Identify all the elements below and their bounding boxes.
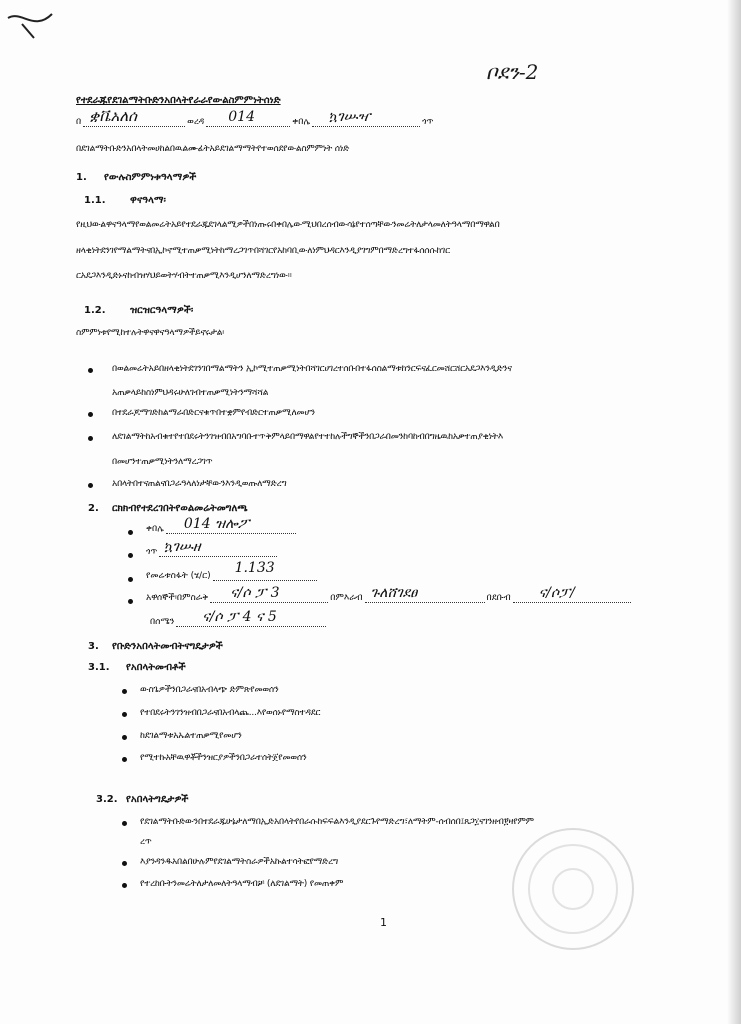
list-item: አበላትበተናጠልናበጋራዓላለነታቸውንእንዲወጡለማድረግ [112,479,287,489]
s2-area-value: 1.133 [234,560,275,576]
list-item: በወልመሬትአይበዘላቂነትደገንገበማልማትን ኢኮሚተጠቃሚነትበሻገርሀገረተሰቡበተፋሰስልማቱከንርፍናፈርመሸርሸርአደጋእንዲድንና [112,364,512,374]
bullet-dot [122,861,127,866]
woreda-label: ወረዳ [187,117,205,127]
woreda-field [206,109,290,127]
s2-got-label: ጎጥ [146,547,158,557]
page-number: 1 [380,916,387,929]
s2-west-label: በምእራብ [330,593,363,603]
list-item: ለደገልማትከአብቁተየተበደሩትንገዝብበአግባቡተጥቅምላይበማዋልየተተከሉችግኞችንበጋራበመንከባከብበግዜዉከአቃተጠያቂነትእ [112,432,504,442]
section1-1-line-3: ርአደጋእንዲድኑናከብዝሃህይወትሃብትተጠቃሚእንዲሆንለማድረግነው። [76,271,292,281]
bullet-dot [122,735,127,740]
s2-kebele-label: ቀበሌ [146,524,164,534]
list-item: ውስጌዎችንበጋራናበአብላጭ ድምጽየመወሰን [140,685,279,695]
corner-scribble-mark [4,4,64,44]
bullet-dot [88,368,93,373]
section3-1-number: 3.1. [88,662,110,673]
s2-kebele-field [166,516,296,534]
s2-south-label: በደቡብ [486,593,511,603]
bullet-dot [122,712,127,717]
bullet-dot [88,483,93,488]
section1-number: 1. [76,172,87,183]
s2-got-value: ኳገሡዘ [163,539,201,555]
bullet-dot [128,577,133,582]
party-line [76,107,434,127]
bullet-dot [122,821,127,826]
s2-south-value: ና/ሶፓ/ [538,585,575,601]
s2-area-label: የመሬቱስፋት (ሄ/ር) [146,571,211,581]
party-prefix: በ [76,117,82,127]
section1-title: የውሉስምምነቱዓላማዎች [104,172,197,183]
section2-title: ርክክብየተደረገበትየወልመሬትመግለጫ [112,503,248,514]
list-item-continuation: በመሆንተጠቃሚነትንለማረጋገጥ [112,457,213,467]
kebele-value: ኳገሡዣ [328,109,371,125]
area-row [146,560,319,581]
bullet-dot [122,757,127,762]
bullet-dot [122,689,127,694]
section1-2-number: 1.2. [84,305,106,316]
faint-stamp-seal [512,828,634,950]
bullet-dot [128,553,133,558]
woreda-value: 014 [228,109,255,125]
s2-south-field [513,585,631,603]
list-item: የተረከቡትንመሬትለታለመለትዓላማብቻ (ለደገልማት) የመጠቀም [140,879,344,889]
list-item-continuation: አጠቃላይከስነምህዳሩሁለገብተጠቃሚነትንማሻሻል [112,388,269,398]
kebele-row [146,516,298,534]
section3-title: የቡድንአበላትመብትናግዴታዎች [112,641,223,652]
section1-2-intro: ስምምነቱየሚከተሉትዋናዋናዓላማዎችይኖሩታል፡ [76,328,225,338]
intro-line: በደገልማትቡድንአበላትመሀከልበዉልሙፊትአይደገልማማትየተወሰደየውልስምምነት ሰነድ [76,144,350,154]
s2-east-value: ና/ሶ ፓ 3 [230,585,280,601]
s2-north-label: በሰሜን [150,617,175,627]
bounds-row [146,585,633,603]
section3-2-number: 3.2. [96,794,118,805]
s2-area-field [213,560,317,581]
section2-number: 2. [88,503,99,514]
list-item: የሚተኩአቸዉዋቾችንዝርያዎችንበጋራተሰትጀየመወሰን [140,753,307,763]
section3-2-title: የአበላትግዴታዎች [126,794,189,805]
list-item: እያንዳንዱአበልበሁሉምየደገልማትስራዎችአኩልተሳትፎየማድረግ [140,857,339,867]
section1-1-line-2: ዘላቂነትደንገየማልማትናበኢኮኖሚተጠቃሚነትከማረጋገጥበሻገርየአከባቢውለነምህዳርእንዲያገግምበማድረግተፋሰሰሱከገር [76,246,450,256]
bullet-dot [88,436,93,441]
list-item: በተደራጆማገድከልማራበድርናቁጥበተቋምየብድርተጠቃሚለመሆን [112,408,315,418]
s2-west-value: ጉለሸገደፀ [370,585,418,601]
s2-east-field [210,585,328,603]
bullet-dot [88,412,93,417]
s2-got-field [159,539,277,557]
party-name-field [83,107,185,127]
party-name-value: ቋቬአለሰ [89,107,137,125]
bullet-dot [128,530,133,535]
list-item: ከደገልማቱአኡልተጠቃሚየመሆን [140,731,242,741]
got-row [146,539,279,557]
section3-1-title: የአበላትመብቶች [126,662,186,673]
list-item-continuation: ረጥ [140,837,152,847]
s2-north-value: ና/ሶ ፓ 4 ና 5 [202,609,277,625]
section1-1-number: 1.1. [84,195,106,206]
section1-1-line-1: የዚህውልዋናዓላማየወልመሬትአይየተደራጁደገላልሚዎችበነጡሩበቀበሌውሚህበረሰብውሳኔየተሰጣቸውንመሬትለታላመለትዓላማበማዋልበ [76,220,500,230]
north-row [150,609,328,627]
document-title: የተደራጁየደገልማትቡድንአበላትየራራየውልስምምነትሰነድ [76,95,281,106]
page-edge-shadow [727,0,741,1024]
s2-west-field [365,585,485,603]
bullet-dot [122,883,127,888]
page-reference: ቦደን-2 [486,60,539,84]
section3-number: 3. [88,641,99,652]
s2-kebele-value: 014 ዝሎፖ [183,516,250,532]
party-suffix: ጎጥ [422,117,434,127]
bullet-dot [128,599,133,604]
section1-2-title: ዝርዝርዓላማዎች፡ [130,305,194,316]
kebele-label: ቀበሌ [292,117,311,127]
list-item: የተበደሩትንገንዝብበጋራናበአብላጨ...እየወሰኑየማስተዳደር [140,708,321,718]
kebele-field [312,109,420,127]
s2-bounds-label: አዋሰኞች፡በምስራቅ [146,593,209,603]
list-item: የደገልማትቡድውንበተደራጁሁኔታለማበኢድአበላትየበራሱከፍፍልእንዲያደርጉየማድረግ፣ለማትም-ሰብሰበ፤ጸጋ፲ናገንዘብ፻ዛየምም [140,817,534,827]
section1-1-title: ዋናዓላማ፡ [130,195,166,206]
s2-north-field [176,609,326,627]
